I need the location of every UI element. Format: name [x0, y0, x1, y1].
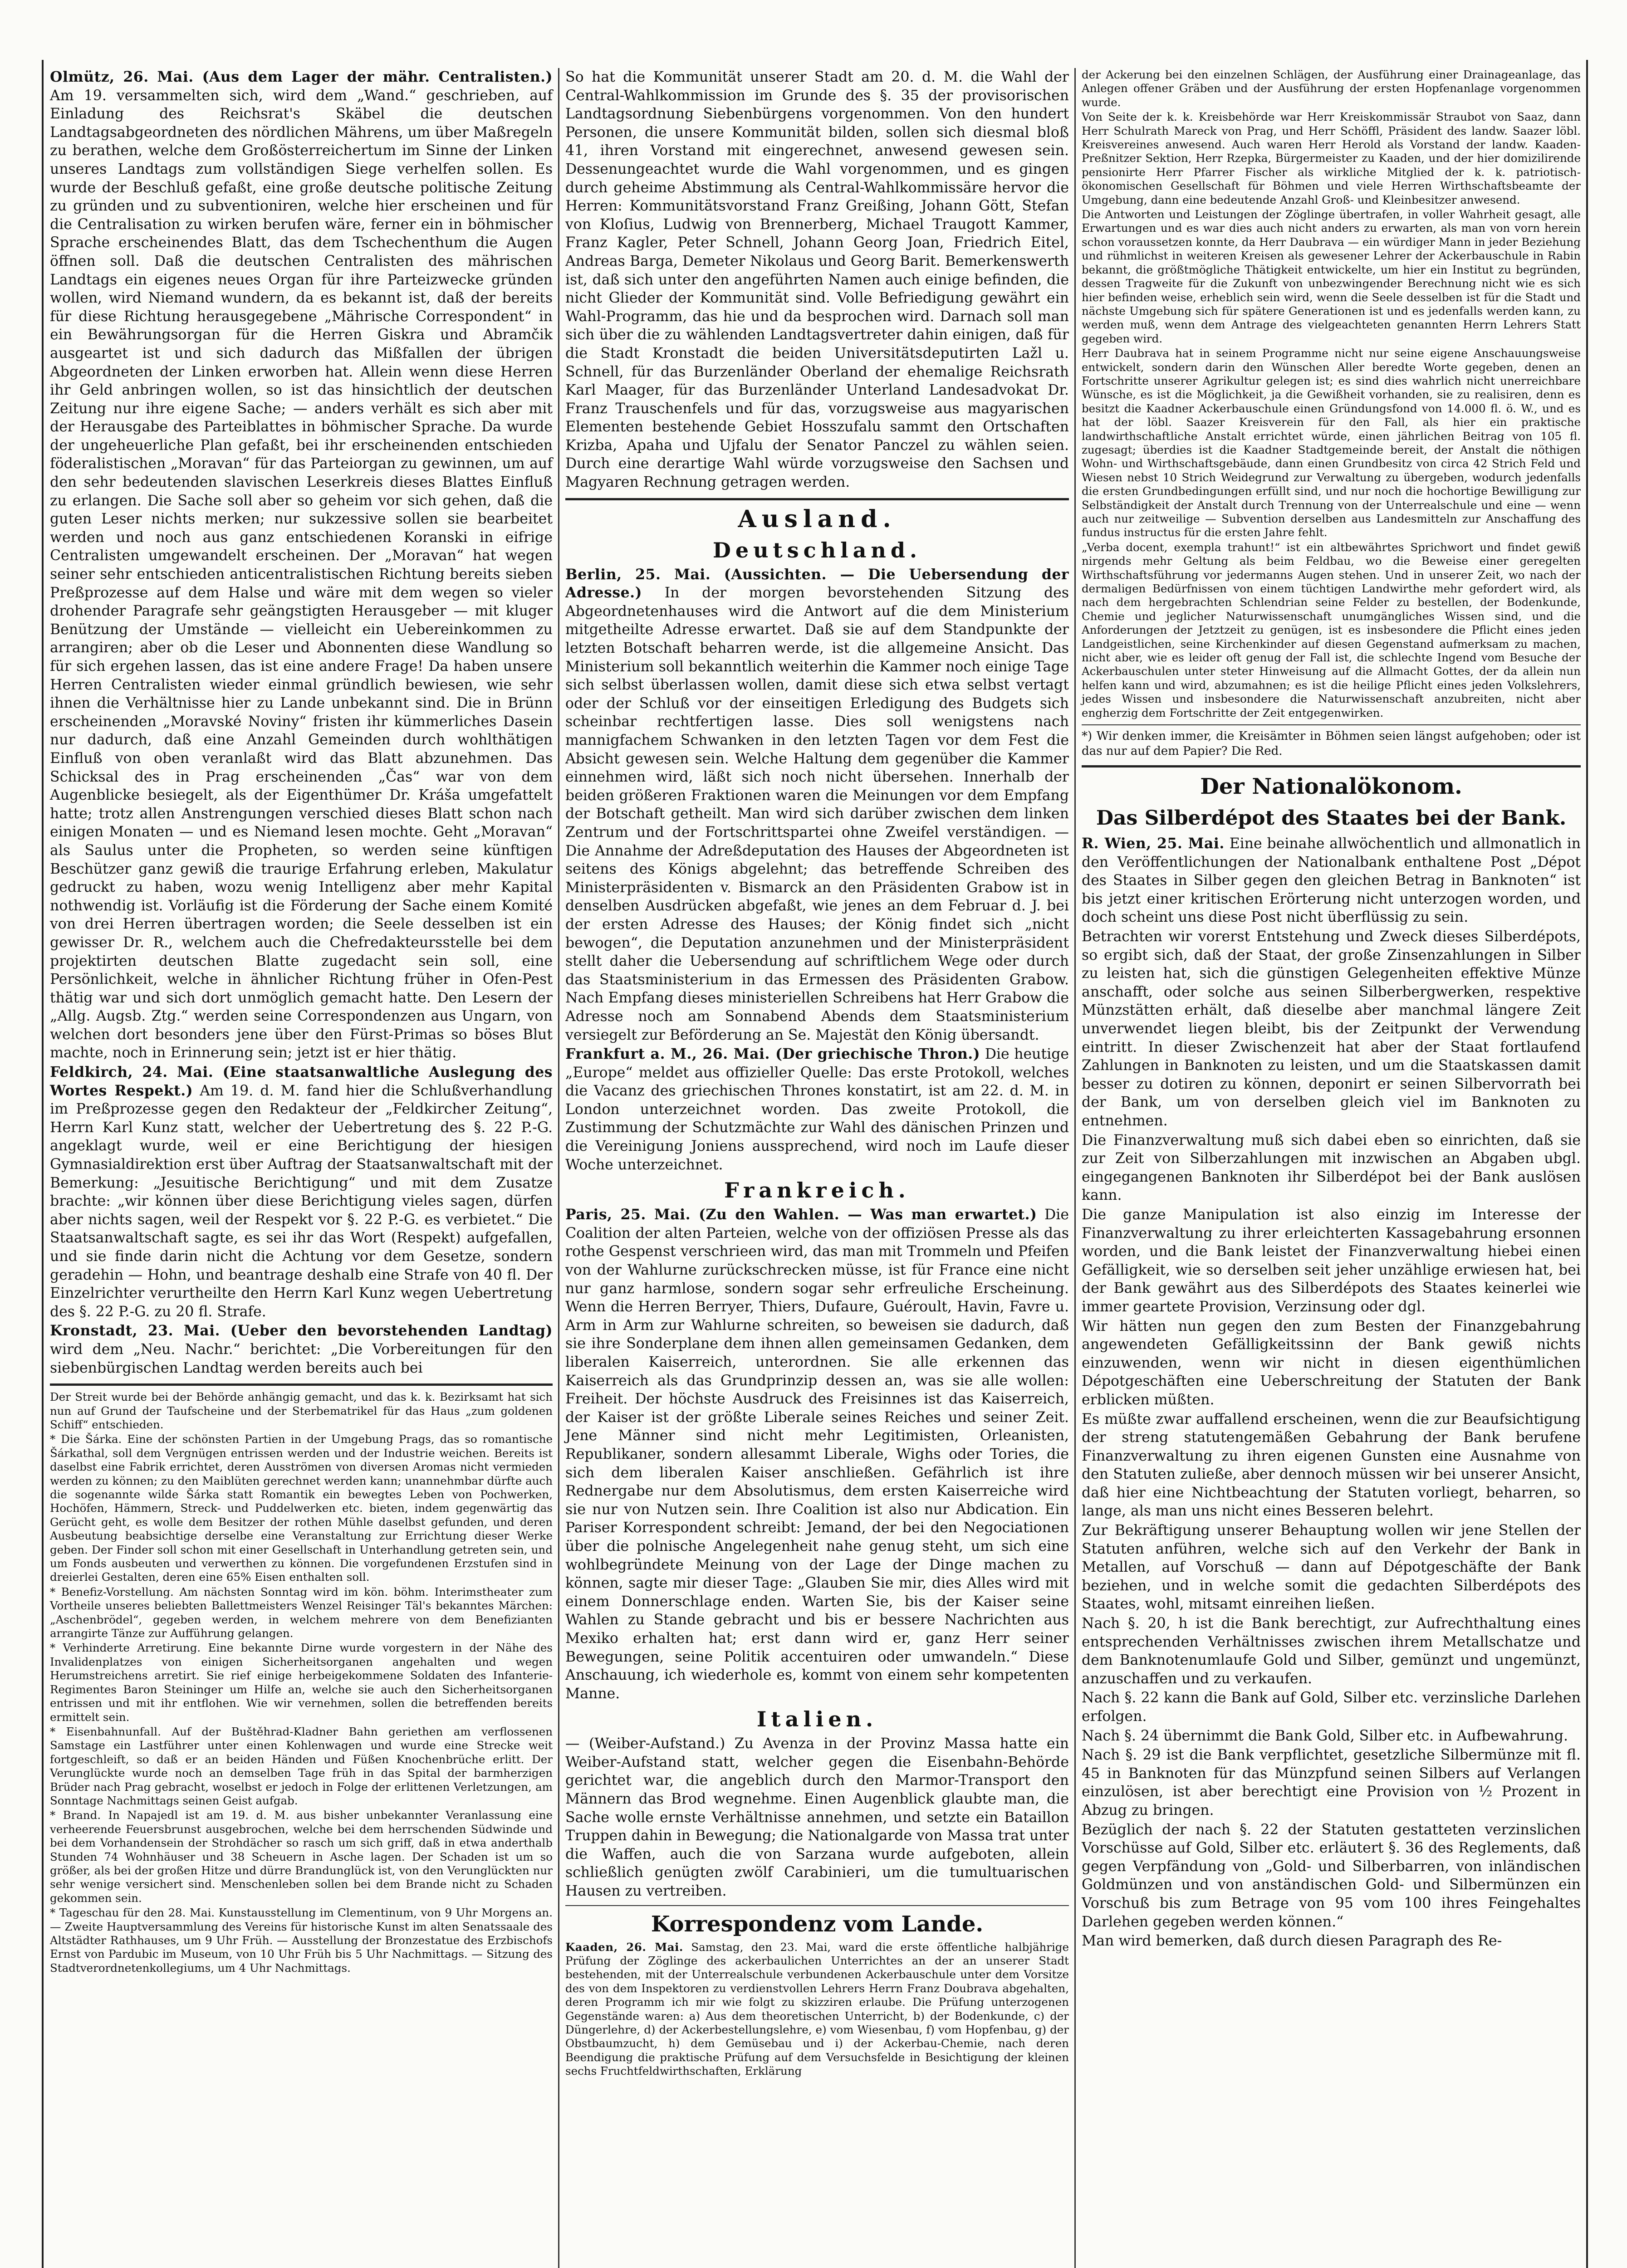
article-body: In der morgen bevorstehenden Sitzung des Abgeordnetenhauses wird die Antwort auf die dem Ministerium mitgetheilte Adresse erwartet. Daß sie auf dem Standpunkte der letzten Botschaft beharren werde, ist die allgemeine Ansicht. Das Ministerium soll bekanntlich weiterhin die Kammer noch einige Tage sich selbst überlassen wollen, damit diese sich etwa selbst vertagt oder der Schluß vor der einseitigen Erledigung des Budgets sich scheinbar rechtfertigen lasse. Dies soll wenigstens nach mannigfachem Schwanken in den letzten Tagen vor dem Fest die Absicht gewesen sein. Welche Haltung dem gegenüber die Kammer einnehmen wird, läßt sich noch nicht übersehen. Innerhalb der beiden größeren Fraktionen waren die Meinungen vor dem Empfang der Botschaft getheilt. Man wird sich darüber zwischen dem linken Zentrum und der Fortschrittspartei ohne Zweifel verständigen. — Die Annahme der Adreßdeputation des Hauses der Abgeordneten ist seitens des Königs abgelehnt; das betreffende Schreiben des Ministerpräsidenten v. Bismarck an den Präsidenten Grabow ist in denselben Ausdrücken abgefaßt, wie jenes an dem Februar d. J. bei der ersten Adresse des Hauses; der König findet sich „nicht bewogen“, die Deputation anzunehmen und der Ministerpräsident stellt daher die Uebersendung auf schriftlichem Wege oder durch das Staatsministerium in das Ermessen des Präsidenten Grabow. Nach Empfang dieses ministeriellen Schreibens hat Herr Grabow die Adresse noch am Sonnabend Abends dem Staatsministerium versiegelt zur Beförderung an Se. Majestät den König übersandt.	[565, 585, 1069, 1043]
local-news-item: * Benefiz-Vorstellung. Am nächsten Sonntag wird im kön. böhm. Interimstheater zum Vortheile unseres beliebten Ballettmeisters Wenzel Reisinger Täl's bekanntes Märchen: „Aschenbrödel“, gegeben werden, in welchem mehrere von dem Benefizianten arrangirte Tänze zur Aufführung gelangen.	[50, 1585, 553, 1640]
paragraph: Herr Daubrava hat in seinem Programme nicht nur seine eigene Anschauungsweise entwickelt, sondern darin den Wünschen Aller beredte Worte gegeben, denen an Fortschritte unserer Agrikultur gelegen ist; es sind dies wahrlich nicht unerreichbare Wünsche, es ist die Möglichkeit, ja die Gewißheit vorhanden, sie zu realisiren, denn es besitzt die Kaadner Ackerbauschule einen Gründungsfond von 14.000 fl. ö. W., und es hat der löbl. Saazer Kreisverein für den Fall, als hier ein praktische landwirthschaftliche Anstalt errichtet würde, einen jährlichen Beitrag von 105 fl. zugesagt; überdies ist die Kaadner Stadtgemeinde bereit, der Anstalt die nöthigen Wohn- und Wirthschaftsgebäude, dann einen Grundbesitz von circa 42 Strich Feld und Wiesen nebst 10 Strich Weidegrund zur Verwaltung zu übergeben, wodurch jedenfalls die ersten Grundbedingungen erfüllt sind, und nur noch die hochortige Bewilligung zur Selbständigkeit der Anstalt durch Trennung von der Unterrealschule und eine — wenn auch nur zeitweilige — Subvention derselben aus Landesmitteln zur Anschaffung des fundus instructus für die ersten Jahre fehlt.	[1082, 347, 1581, 539]
article-body: Am 19. d. M. fand hier die Schlußverhandlung im Preßprozesse gegen den Redakteur der „Feldkircher Zeitung“, Herrn Karl Kunz statt, welcher der Uebertretung des §. 22 P.-G. angeklagt wurde, weil er eine Berichtigung der hiesigen Gymnasialdirektion erst über Auftrag der Staatsanwaltschaft mit der Bemerkung: „Jesuitische Berichtigung“ und mit dem Zusatze brachte: „wir können über diese Berichtigung vieles sagen, dürfen aber nichts sagen, weil der Respekt vor §. 22 P.-G. es verbietet.“ Die Staatsanwaltschaft sagte, es sei ihr das Wort (Respekt) aufgefallen, und sie finde darin nicht die Achtung vor dem Gesetze, sondern geradehin — Hohn, und beantrage deshalb eine Strafe von 40 fl. Der Einzelrichter verurtheilte den Herrn Karl Kunz wegen Uebertretung des §. 22 P.-G. zu 20 fl. Strafe.	[50, 1082, 553, 1320]
article-feldkirch	[50, 1063, 553, 1321]
footnote: *) Wir denken immer, die Kreisämter in Böhmen seien längst aufgehoben; oder ist das nur auf dem Papier? Die Red.	[1082, 729, 1581, 758]
section-divider	[1082, 765, 1581, 767]
column-1	[50, 68, 553, 2268]
paragraph: Bezüglich der nach §. 22 der Statuten gestatteten verzinslichen Vorschüsse auf Gold, Silber etc. erläutert §. 36 des Reglements, daß gegen Verpfändung von „Gold- und Silberbarren, von inländischen Goldmünzen und von anständischen Gold- und Silbermünzen ein Vorschuß bis zum Betrage von 95 vom 100 ihres Feingehaltes Darlehen gegeben werden können.“	[1082, 1821, 1581, 1930]
article-body: Die heutige „Europe“ meldet aus offizieller Quelle: Das erste Protokoll, welches die Vacanz des griechischen Thrones konstatirt, ist am 22. d. M. in London unterzeichnet worden. Das zweite Protokoll, die Zustimmung der Schutzmächte zur Wahl des dänischen Prinzen und die Vereinigung Joniens aussprechend, wird noch im Laufe dieser Woche unterzeichnet.	[565, 1046, 1069, 1173]
article-kronstadt-cont: So hat die Kommunität unserer Stadt am 20. d. M. die Wahl der Central-Wahlkommission im Grunde des §. 35 der provisorischen Landtagsordnung Siebenbürgens vorgenommen. Von den hundert Personen, die unsere Kommunität bilden, sollen sich diesmal bloß 41, ihren Vorstand mit eingerechnet, anwesend gewesen sein. Dessenungeachtet wurde die Wahl vorgenommen, und es gingen durch geheime Abstimmung als Central-Wahlkommissäre hervor die Herren: Kommunitätsvorstand Franz Greißing, Johann Gött, Stefan von Kloſius, Ludwig von Brennerberg, Michael Traugott Kammer, Franz Kagler, Peter Schnell, Johann Georg Joan, Friedrich Eitel, Andreas Barga, Demeter Nikolaus und Georg Barit. Bemerkenswerth ist, daß sich unter den angeführten Namen auch einige befinden, die nicht Glieder der Kommunität sind. Volle Befriedigung gewährt ein Wahl-Programm, das hie und da besprochen wird. Darnach soll man sich über die zu wählenden Landtagsvertreter dahin einigen, daß für die Stadt Kronstadt die beiden Universitätsdeputirten Lažl u. Schnell, für das Burzenländer Oberland der ehemalige Reichsrath Karl Maager, für das Burzenländer Unterland Landesadvokat Dr. Franz Trauschenfels und für das, vorzugsweise aus magyarischen Elementen bestehende Gebiet Hosszufalu sammt den Ortschaften Krizba, Apaha und Ujfalu der Senator Panczel zu wählen seien. Durch eine derartige Wahl würde vorzugsweise den Sachsen und Magyaren Rechnung getragen werden.	[565, 69, 1069, 491]
paragraph: Betrachten wir vorerst Entstehung und Zweck dieses Silberdépots, so ergibt sich, daß der Staat, der große Zinsenzahlungen in Silber zu leisten hat, sich die günstigen Gelegenheiten effektive Münze anschafft, oder solche aus seinen Silberbergwerken, respektive Münzstätten erhält, daß dieselbe aber manchmal längere Zeit unverwendet liegen bleibt, bis der Zeitpunkt der Verwendung eintritt. In dieser Zwischenzeit hat aber der Staat fortlaufend Zahlungen in Banknoten zu leisten, und um die Staatskassen damit besser zu dotiren zu können, deponirt er seinen Silbervorrath bei der Bank, um von derselben gleich viel im Banknoten zu entnehmen.	[1082, 929, 1581, 1129]
article-berlin	[565, 566, 1069, 1044]
local-news-item: * Brand. In Napajedl ist am 19. d. M. aus bisher unbekannter Veranlassung eine verheerende Feuersbrunst ausgebrochen, welche bei dem herrschenden Südwinde und bei dem Vorhandensein der Strohdächer so rasch um sich griff, daß in etwa anderthalb Stunden 74 Wohnhäuser und 38 Scheuern in Asche lagen. Der Schaden ist um so größer, als bei der großen Hitze und dürre Brandunglück ist, von den Verunglückten nur sehr wenige versichert sind. Menschenleben sollen bei dem Brande nicht zu Schaden gekommen sein.	[50, 1809, 553, 1905]
column-rule	[1074, 68, 1076, 2268]
article-lead: Kaaden, 26. Mai.	[565, 1940, 683, 1954]
paragraph: Die Antworten und Leistungen der Zöglinge übertrafen, in voller Wahrheit gesagt, alle Erwartungen und es war dies auch nicht anders zu erwarten, als man von vorn herein schon voraussetzen konnte, da Herr Daubrava — ein würdiger Mann in jeder Beziehung und rühmlichst in weiteren Kreisen als gewesener Lehrer der Ackerbauschule in Rabin bekannt, die größtmögliche Thätigkeit entwickelte, um hier ein Institut zu begründen, dessen Tragweite für die Zukunft von unbezwingender Berechnung nicht wie es sich hier befinden weise, erheblich sein wird, wenn die Seele desselben ist für die Stadt und nächste Umgebung sich für spätere Generationen ist und es jedenfalls werden kann, zu werden muß, wenn dem Antrage des vielgeachteten genannten Herrn Lehrers Statt gegeben wird.	[1082, 208, 1581, 345]
article-lead: Olmütz, 26. Mai. (Aus dem Lager der mähr. Centralisten.)	[50, 68, 553, 85]
section-heading-korrespondenz: Korrespondenz vom Lande.	[651, 1911, 984, 1937]
column-3	[1082, 68, 1581, 2268]
paragraph: Die Finanzverwaltung muß sich dabei eben so einrichten, daß sie zur Zeit von Silberzahlungen mit inzwischen an Abgaben ubgl. eingegangenen Banknoten ihr Silberdépot bei der Bank auslösen kann.	[1082, 1132, 1581, 1204]
paragraph: Von Seite der k. k. Kreisbehörde war Herr Kreiskommissär Straubot von Saaz, dann Herr Schulrath Mareck von Prag, und Herr Schöffl, Präsident des landw. Saazer löbl. Kreisvereines anwesend. Auch waren Herr Herold als Vorstand der landw. Kaaden-Preßnitzer Sektion, Herr Rzepka, Bürgermeister zu Kaaden, und der hier domizilirende pensionirte Herr Pfarrer Fischer als wirkliche Mitglied der k. k. patriotisch-ökonomischen Gesellschaft für Böhmen und viele Herren Wirthschaftsbeamte der Umgebung, dann eine bedeutende Anzahl Groß- und Kleinbesitzer anwesend.	[1082, 110, 1581, 206]
section-divider	[50, 1383, 553, 1386]
article-headline-silberdepot: Das Silberdépot des Staates bei der Bank.	[1096, 807, 1567, 830]
local-news-item: * Tageschau für den 28. Mai. Kunstausstellung im Clementinum, von 9 Uhr Morgens an. — Zweite Hauptversammlung des Vereins für historische Kunst im alten Senatssaale des Altstädter Rathhauses, um 9 Uhr Früh. — Ausstellung der Bronzestatue des Erzbischofs Ernst von Pardubic im Museum, von 10 Uhr Früh bis 5 Uhr Nachmittags. — Sitzung des Stadtverordnetenkollegiums, um 4 Uhr Nachmittags.	[50, 1906, 553, 1975]
article-wien	[1082, 835, 1581, 927]
paragraph: der Ackerung bei den einzelnen Schlägen, der Ausführung einer Drainageanlage, das Anlegen offener Gräben und der Ausführung der ersten Hopfenanlage vorgenommen wurde.	[1082, 68, 1581, 109]
local-news-intro: Der Streit wurde bei der Behörde anhängig gemacht, und das k. k. Bezirksamt hat sich nun auf Grund der Taufscheine und der Sterbematrikel für das Haus „zum goldenen Schiff“ entschieden.	[50, 1390, 553, 1431]
article-kronstadt	[50, 1322, 553, 1377]
article-body: Samstag, den 23. Mai, ward die erste öffentliche halbjährige Prüfung der Zöglinge des ackerbaulichen Unterrichtes an der an unserer Stadt bestehenden, mit der Unterrealschule verbundenen Ackerbauschule unter dem Vorsitze des von dem Inspektoren zu verdienstvollen Lehrers Herrn Franz Doubrava abgehalten, deren Programm ich mir wie folgt zu skizziren erlaube. Die Prüfung unterzogenen Gegenstände waren: a) Aus dem theoretischen Unterricht, b) der Bodenkunde, c) der Düngerlehre, d) der Ackerbestellungslehre, e) vom Wiesenbau, f) vom Hopfenbau, g) der Obstbaumzucht, h) dem Gemüsebau und i) der Ackerbau-Chemie, nach deren Beendigung die praktische Prüfung auf dem Versuchsfelde in Besichtigung der kleinen sechs Fruchtfeldwirthschaften, Erklärung	[565, 1940, 1069, 2078]
paragraph: Wir hätten nun gegen den zum Besten der Finanzgebahrung angewendeten Gefälligkeitssinn der Bank gewiß nichts einzuwenden, wenn wir nicht in diesen eigenthümlichen Dépotgeschäften eine Ueberschreitung der Statuten der Bank erblicken müßten.	[1082, 1318, 1581, 1408]
footnote-divider	[1082, 724, 1581, 725]
article-lead: Paris, 25. Mai. (Zu den Wahlen. — Was man erwartet.)	[565, 1206, 1037, 1223]
local-news-item: * Verhinderte Arretirung. Eine bekannte Dirne wurde vorgestern in der Nähe des Invalidenplatzes von einigen Sicherheitsorganen angehalten und wegen Herumstreichens arretirt. Sie rief einige herbeigekommene Soldaten des Infanterie-Regimentes Baron Steininger um Hilfe an, welche sie auch den Sicherheitsorganen entrissen und mit ihr entflohen. Wie wir vernehmen, sollen die betreffenden bereits ermittelt sein.	[50, 1641, 553, 1724]
section-divider	[565, 1905, 1069, 1906]
article-body: wird dem „Neu. Nachr.“ berichtet: „Die Vorbereitungen für den siebenbürgischen Landtag werden bereits auch bei	[50, 1341, 553, 1376]
article-kaaden-cont	[1082, 68, 1581, 720]
article-body: Am 19. versammelten sich, wird dem „Wand.“ geschrieben, auf Einladung des Reichsrat's Skäbel die deutschen Landtagsabgeordneten des nördlichen Mährens, um über Maßregeln zu berathen, welche dem Großösterreichertum im Sinne der Linken unseres Landtags zum vollständigen Siege verhelfen sollen. Es wurde der Beschluß gefaßt, eine große deutsche politische Zeitung zu gründen und zu subventioniren, welche hier erscheinen und für die Centralisation zu wirken berufen wäre, ferner ein in böhmischer Sprache erscheinendes Blatt, das dem Tschechenthum die Augen öffnen soll. Daß die deutschen Centralisten des mährischen Landtags ein eigenes neues Organ für ihre Parteizwecke gründen wollen, wird Niemand wundern, da es bekannt ist, daß der bereits für diese Richtung herausgegebene „Mährische Correspondent“ in ein Bewährungsorgan für die Herren Giskra und Abramčik ausgeartet ist und sich dadurch das Mißfallen der übrigen Abgeordneten der Linken erworben hat. Allein wenn diese Herren ihr Geld anbringen wollen, so ist das hinsichtlich der deutschen Zeitung nur ihre eigene Sache; — anders verhält es sich aber mit der Herausgabe des Parteiblattes in böhmischer Sprache. Da wurde der ungeheuerliche Plan gefaßt, bei ihr erscheinenden entschieden föderalistischen „Moravan“ für das Parteiorgan zu gewinnen, um auf den sehr bedeutenden slavischen Leserkreis dieses Blattes Einfluß zu erlangen. Die Sache soll aber so geheim vor sich gehen, daß die guten Leser nichts merken; nur sukzessive sollen sie bearbeitet werden und noch aus ganz entschiedenen Koranski in eifrige Centralisten umgewandelt erscheinen. Der „Moravan“ hat wegen seiner sehr entschieden anticentralistischen Richtung bereits sieben Preßprozesse auf dem Halse und wäre mit dem wegen so vieler drohender Paragrafe sehr geängstigten Herausgeber — mit kluger Benützung der Umstände — vielleicht ein Uebereinkommen zu arrangiren; aber ob die Leser und Abonnenten diese Wandlung so für sich ergehen lassen, das ist eine andere Frage! Da haben unsere Herren Centralisten wieder einmal gründlich bewiesen, wie sehr ihnen die Verhältnisse hier zu Lande unbekannt sind. Die in Brünn erscheinenden „Moravské Noviny“ fristen ihr kümmerliches Dasein nur dadurch, daß eine Anzahl Gemeinden durch wohlthätigen Einfluß von oben veranlaßt wird das Blatt abzunehmen. Das Schicksal des in Prag erscheinenden „Čas“ war von dem Augenblicke besiegelt, als der Eigenthümer Dr. Kráša umgefattelt hatte; trotz allen Anstrengungen verschied dieses Blatt schon nach einigen Monaten — und es Niemand lesen mochte. Geht „Moravan“ als Saulus unter die Propheten, so werden seine künftigen Beschützer ganz gewiß die traurige Erfahrung erleben, Makulatur gedruckt zu haben, wozu wenig Intelligenz aber mehr Kapital nothwendig ist. Vorläufig ist die Förderung der Sache einem Komité von drei Herren übertragen worden; die Seele desselben ist ein gewisser Dr. R., welchem auch die Chefredakteursstelle bei dem projektirten deutschen Blatte zugedacht sein soll, eine Persönlichkeit, welche in ähnlicher Richtung früher in Ofen-Pest thätig war und sich dort unmöglich gemacht hatte. Den Lesern der „Allg. Augsb. Ztg.“ werden seine Correspondenzen aus Ungarn, von welchen dort besonders jene über den Fürst-Primas so böses Blut machte, noch in Erinnerung sein; jetzt ist er hier thätig.	[50, 87, 553, 1061]
column-rule	[558, 68, 559, 2268]
paragraph: Zur Bekräftigung unserer Behauptung wollen wir jene Stellen der Statuten anführen, welche sich auf den Verkehr der Bank in Metallen, auf Vorschuß — dann auf Dépotgeschäfte der Bank beziehen, und in welche somit die gedachten Silberdépots des Staates, wohl, mitsamt einreihen ließen.	[1082, 1522, 1581, 1613]
article-lead: Kronstadt, 23. Mai. (Ueber den bevorstehenden Landtag)	[50, 1322, 553, 1339]
paragraph: „Verba docent, exempla trahunt!“ ist ein altbewährtes Sprichwort und findet gewiß nirgends mehr Geltung als beim Feldbau, wo die Beweise einer geregelten Wirthschaftsführung vor jedermanns Augen stehen. Und in unserer Zeit, wo nach der dermaligen Bedürfnissen von einem tüchtigen Landwirthe mehr gefordert wird, als nach dem hergebrachten Schlendrian seine Felder zu bestellen, der Bodenkunde, Chemie und jeglicher Naturwissenschaft unumgängliches Wissen sind, und die Anforderungen der Jetztzeit zu genügen, ist es insbesondere die Pflicht eines jeden Landgeistlichen, seine Kirchenkinder auf diesen Gegenstand aufmerksam zu machen, nicht aber, wie es leider oft genug der Fall ist, die schlechte Ingend vom Besuche der Ackerbauschulen unter steter Hinweisung auf die Allmacht Gottes, der da allein nun helfen kann und wird, abzumahnen; es ist die heilige Pflicht eines jeden Volkslehrers, jedes Wissen und insbesondere die Naturwissenschaft anzubreiten, nicht aber engherzig dem Fortschritte der Zeit entgegenwirken.	[1082, 540, 1581, 719]
article-lead: Berlin, 25. Mai. (Aussichten. — Die Uebersendung der Adresse.)	[565, 566, 1069, 601]
paragraph: Man wird bemerken, daß durch diesen Paragraph des Re-	[1082, 1933, 1502, 1950]
section-heading-nationaloekonom: Der Nationalökonom.	[1200, 774, 1462, 800]
paragraph: Es müßte zwar auffallend erscheinen, wenn die zur Beaufsichtigung der streng statutengemäßen Gebahrung der Bank berufene Finanzverwaltung zu ihren eigenen Gunsten eine Ausnahme von den Statuten zuließe, aber dennoch müssen wir bei unserer Ansicht, daß hier eine Nichtbeachtung der Statuten vorliegt, beharren, so lange, als man uns nicht eines Besseren belehrt.	[1082, 1411, 1581, 1520]
article-body: Die Coalition der alten Parteien, welche von der offiziösen Presse als das rothe Gespenst verschrieen wird, das man mit Trommeln und Pfeifen von der Wahlurne zurückschrecken müsse, ist für France eine nicht nur ganz harmlose, sondern sogar sehr erfreuliche Erscheinung. Wenn die Herren Berryer, Thiers, Dufaure, Guéroult, Havin, Favre u. Arm in Arm zur Wahlurne schreiten, so beweisen sie dadurch, daß sie ihre Sonderplane dem ihnen allen gemeinsamen Gedanken, dem liberalen Kaiserreich, unterordnen. Sie alle erkennen das Kaiserreich als das Grundprinzip dessen an, was sie alle wollen: Freiheit. Der höchste Ausdruck des Freisinnes ist das Kaiserreich, der Kaiser ist der größte Liberale seines Reiches und seiner Zeit. Jene Männer sind nicht mehr Legitimisten, Orleanisten, Republikaner, sondern allesammt Liberale, Wighs oder Tories, die sich dem liberalen Kaiser anschließen. Gefährlich ist ihre Rednergabe nur dem Absolutismus, dem ersten Kaiserreiche wird sie nur von Nutzen sein. Ihre Coalition ist also nur Abdication. Ein Pariser Korrespondent schreibt: Jemand, der bei den Negociationen über die polnische Angelegenheit nahe genug steht, um sich eine wohlbegründete Meinung von der Lage der Dinge machen zu können, sagte mir dieser Tage: „Glauben Sie mir, dies Alles wird mit einem Donnerschlage enden. Warten Sie, bis der Kaiser seine Wahlen zu Stande gebracht und bis er bessere Nachrichten aus Mexiko erhalten hat; erst dann wird er, ganz Herr seiner Bewegungen, seine Politik accentuiren oder umwandeln.“ Diese Anschauung, ich wiederhole es, kommt von einem sehr kompetenten Manne.	[565, 1207, 1069, 1702]
article-lead: Feldkirch, 24. Mai. (Eine staatsanwaltliche Auslegung des Wortes Respekt.)	[50, 1064, 553, 1099]
paragraph: Die ganze Manipulation ist also einzig im Interesse der Finanzverwaltung zu ihrer erleichterten Kassagebahrung ersonnen worden, und die Bank leistet der Finanzverwaltung hiebei einen Gefälligkeit, wie so derselben seit jeher unzählige erwiesen hat, bei der Bank gewährt aus des Silberdépots des Staates keinerlei wie immer geartete Provision, Verzinsung oder dgl.	[1082, 1206, 1581, 1315]
section-heading-deutschland: Deutschland.	[712, 538, 922, 562]
section-heading-frankreich: Frankreich.	[724, 1178, 910, 1203]
paragraph: Nach §. 20, h ist die Bank berechtigt, zur Aufrechthaltung eines entsprechenden Verhältnisses zwischen ihrem Metallschatze und dem Banknotenumlaufe Gold und Silber, gemünzt und ungemünzt, anzuschaffen und zu verkaufen.	[1082, 1615, 1581, 1687]
article-body: Eine beinahe allwöchentlich und allmonatlich in den Veröffentlichungen der Nationalbank enthaltene Post „Dépot des Staates in Silber gegen den gleichen Betrag in Banknoten“ ist bis jetzt einer kritischen Erörterung nicht unterzogen worden, und doch scheint uns diese Post nicht überflüssig zu sein.	[1082, 836, 1581, 926]
paragraph: Nach §. 22 kann die Bank auf Gold, Silber etc. verzinsliche Darlehen erfolgen.	[1082, 1690, 1581, 1725]
article-lead: Frankfurt a. M., 26. Mai. (Der griechische Thron.)	[565, 1046, 980, 1063]
section-divider	[565, 498, 1069, 500]
local-news-section	[50, 1390, 553, 1975]
local-news-item: * Eisenbahnunfall. Auf der Buštěhrad-Kladner Bahn geriethen am verflossenen Samstage ein Lastführer unter einen Kohlenwagen und wurde eine Strecke weit fortgeschleift, so daß er an beiden Händen und Füßen Knochenbrüche erlitt. Der Verunglückte wurde noch an demselben Tage früh in das Spital der barmherzigen Brüder nach Prag gebracht, woselbst er jedoch in Folge der erlittenen Verletzungen, am Sonntage Nachmittags seinen Geist aufgab.	[50, 1725, 553, 1807]
article-italien: — (Weiber-Aufstand.) Zu Avenza in der Provinz Massa hatte ein Weiber-Aufstand statt, welcher gegen die Eisenbahn-Behörde gerichtet war, die angeblich durch den Marmor-Transport den Männern das Brod wegnehme. Einen Augenblick glaubte man, die Sache wolle ernste Verhältnisse annehmen, und setzte ein Bataillon Truppen dahin in Bewegung; die Nationalgarde von Massa trat unter die Waffen, auch die von Sarzana wurde aufgeboten, allein schließlich genügten zwölf Carabinieri, um die tumultuarischen Hausen zu vertreiben.	[565, 1735, 1069, 1900]
local-news-item: * Die Šárka. Eine der schönsten Partien in der Umgebung Prags, das so romantische Šárkathal, soll dem Vergnügen entrissen werden und der Industrie weichen. Bereits ist daselbst eine Fabrik errichtet, deren Ausströmen von diversen Aromas nicht vermieden werden zu können; zu den Maiblüten gerechnet werden kann; unannehmbar dürfte auch die sogenannte wilde Šárka statt Romantik ein bewegtes Leben von Pochwerken, Hochöfen, Hämmern, Streck- und Puddelwerken etc. bieten, indem gegenwärtig das Gerücht geht, es wolle dem Besitzer der rothen Mühle daselbst gefunden, und deren Ausbeutung beabsichtige derselbe eine Veranstaltung zur Errichtung dieser Werke geben. Der Finder soll schon mit einer Gesellschaft in Unterhandlung getreten sein, und um Fonds ausbeuten und verwerthen zu können. Die vorgefundenen Erzstufen sind in dreierlei Gestalten, deren eine 65% Eisen enthalten soll.	[50, 1432, 553, 1584]
article-kaaden	[565, 1941, 1069, 2078]
column-2	[565, 68, 1069, 2268]
article-paris	[565, 1206, 1069, 1703]
section-heading-ausland: Ausland.	[738, 505, 897, 533]
paragraph: Nach §. 29 ist die Bank verpflichtet, gesetzliche Silbermünze mit fl. 45 in Banknoten für das Münzpfund seinen Silbers auf Verlangen einzulösen, ist aber berechtigt eine Provision von ½ Prozent in Abzug zu bringen.	[1082, 1747, 1581, 1818]
article-lead: R. Wien, 25. Mai.	[1082, 835, 1225, 852]
article-frankfurt	[565, 1045, 1069, 1174]
article-olmuetz	[50, 68, 553, 1062]
section-heading-italien: Italien.	[756, 1707, 878, 1732]
paragraph: Nach §. 24 übernimmt die Bank Gold, Silber etc. in Aufbewahrung.	[1082, 1727, 1568, 1744]
